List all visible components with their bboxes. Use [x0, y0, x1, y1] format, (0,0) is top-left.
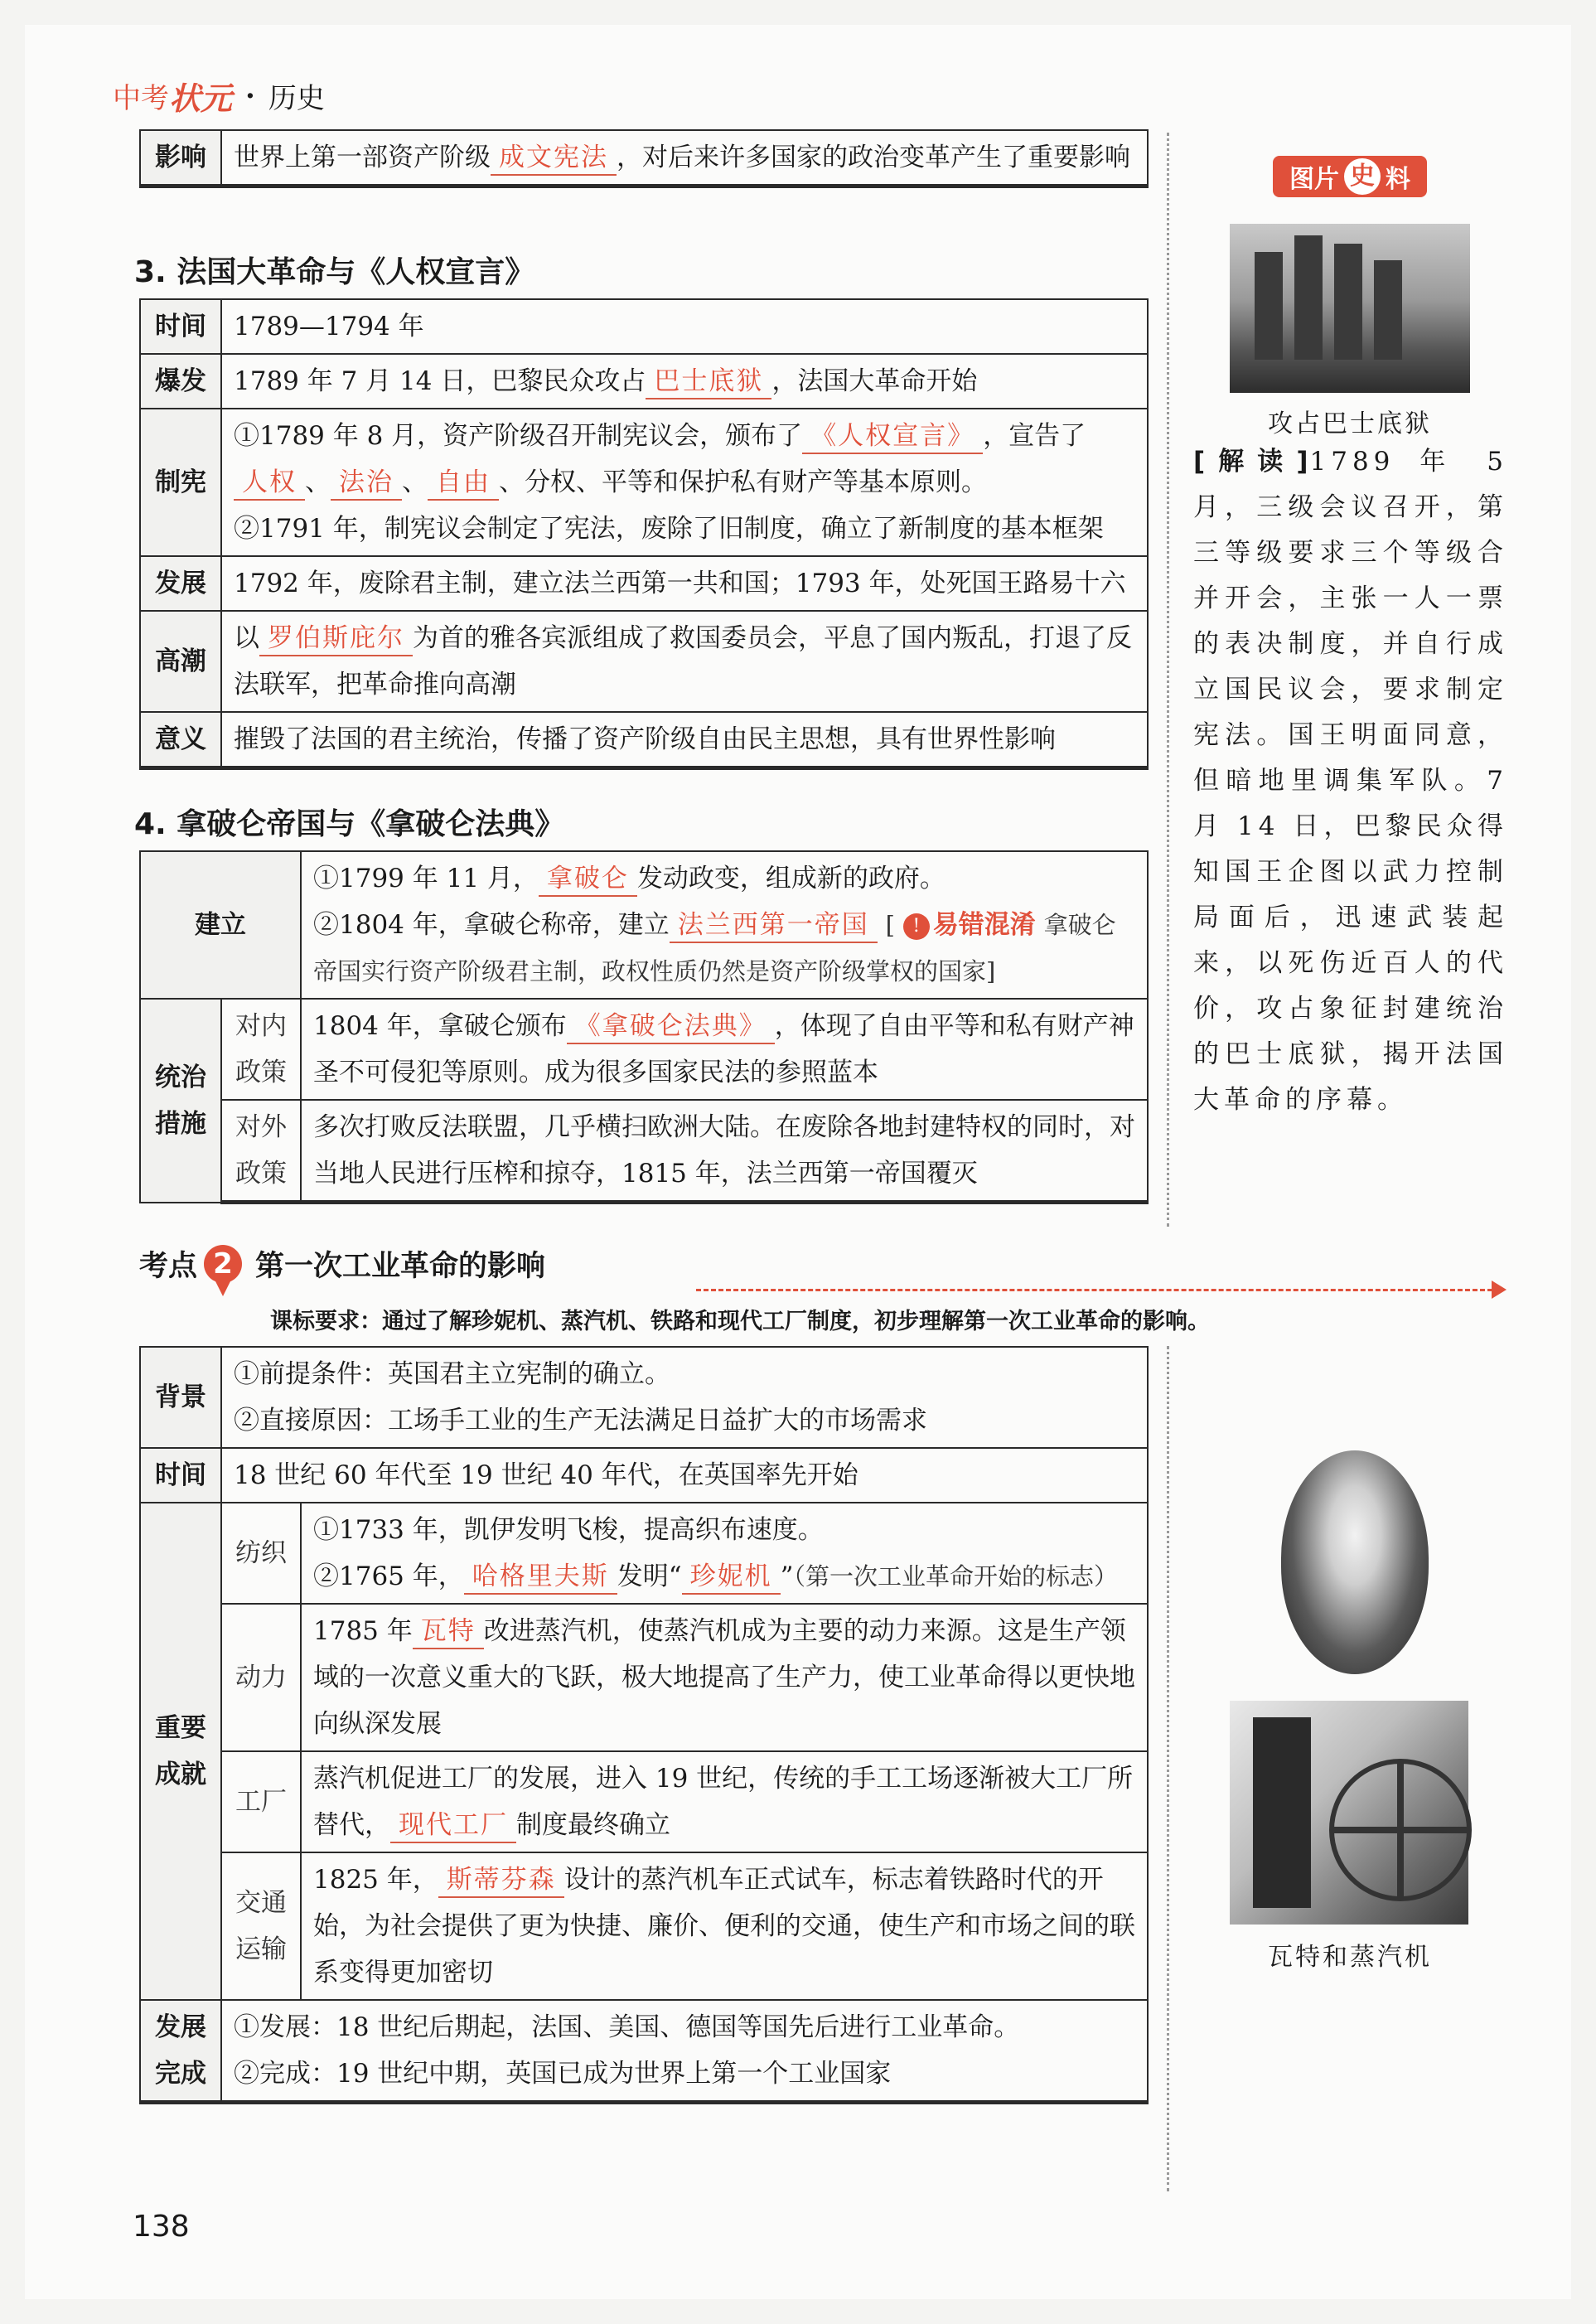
french-revolution-table: [139, 298, 1149, 770]
answer-blank: 自由: [428, 466, 499, 501]
kaodian-number: 2: [204, 1245, 242, 1283]
warning-icon: !: [903, 913, 930, 940]
picture-material-badge: 图片 史 料: [1273, 156, 1427, 197]
column-divider: [1167, 133, 1169, 1227]
table-row: 高潮 以 罗伯斯庇尔 为首的雅各宾派组成了救国委员会，平息了国内叛乱，打退了反法联军，把革命推向高潮: [140, 611, 1148, 712]
napoleon-table: [139, 850, 1149, 1204]
page-number: 138: [133, 2210, 190, 2244]
answer-blank: 斯蒂芬森: [438, 1863, 564, 1898]
header-dot: ·: [245, 79, 255, 113]
table-row: 爆发 1789 年 7 月 14 日，巴黎民众攻占 巴士底狱 ，法国大革命开始: [140, 354, 1148, 409]
industrial-table: [139, 1346, 1149, 2104]
brand-zhuangyuan: 状元: [169, 80, 233, 117]
table-row: 意义 摧毁了法国的君主统治，传播了资产阶级自由民主思想，具有世界性影响: [140, 712, 1148, 768]
answer-blank: 拿破仑: [539, 862, 637, 897]
table-row: 时间 18 世纪 60 年代至 19 世纪 40 年代，在英国率先开始: [140, 1448, 1148, 1503]
table-row: 统治措施 对内政策 1804 年，拿破仑颁布 《拿破仑法典》 ，体现了自由平等和私有财产神圣不可侵犯等原则。成为很多国家民法的参照蓝本: [140, 999, 1148, 1100]
answer-blank: 《人权宣言》: [802, 419, 983, 454]
answer-blank: 瓦特: [413, 1615, 484, 1649]
watt-portrait: [1281, 1450, 1429, 1674]
table-row: 对外政策 多次打败反法联盟，几乎横扫欧洲大陆。在废除各地封建特权的同时，对当地人民进行压榨和掠夺，1815 年，法兰西第一帝国覆灭: [140, 1100, 1148, 1203]
section-4-title: 4. 拿破仑帝国与《拿破仑法典》: [134, 807, 565, 841]
answer-blank: 珍妮机: [682, 1560, 781, 1595]
answer-blank: 现代工厂: [390, 1808, 516, 1843]
answer-blank: 人权: [234, 466, 305, 501]
answer-blank: 巴士底狱: [646, 365, 771, 399]
caption-bastille: 攻占巴士底狱: [1268, 409, 1432, 438]
impact-label: 影响: [140, 130, 221, 186]
page-header: [113, 73, 325, 119]
section-3-title: 3. 法国大革命与《人权宣言》: [134, 255, 535, 289]
table-row: 时间 1789—1794 年: [140, 299, 1148, 354]
impact-table: [139, 129, 1149, 188]
table-row: 发展 1792 年，废除君主制，建立法兰西第一共和国；1793 年，处死国王路易十六: [140, 556, 1148, 611]
answer-blank: 法治: [331, 466, 402, 501]
answer-blank: 哈格里夫斯: [464, 1560, 617, 1595]
impact-cell: 世界上第一部资产阶级 成文宪法 ，对后来许多国家的政治变革产生了重要影响: [221, 130, 1148, 186]
steam-engine-image: [1230, 1701, 1468, 1925]
table-row: 制宪 ①1789 年 8 月，资产阶级召开制宪议会，颁布了 《人权宣言》 ，宣告了 人权 、 法治 、 自由 、分权、平等和保护私有财产等基本原则。 ②1791 年，制宪议会制定了宪法，废除了旧制度，确立了新制度的基本框架: [140, 409, 1148, 556]
table-row: 建立 ①1799 年 11 月， 拿破仑 发动政变，组成新的政府。 ②1804 年，拿破仑称帝，建立 法兰西第一帝国 [ ! 易错混淆 拿破仑帝国实行资产阶级君主制，政权性质仍然是资产阶级掌权的国家]: [140, 851, 1148, 999]
caption-watt: 瓦特和蒸汽机: [1268, 1943, 1432, 1972]
answer-blank: 《拿破仑法典》: [567, 1009, 775, 1044]
arrow-right-icon: [1492, 1281, 1507, 1299]
table-row: 工厂 蒸汽机促进工厂的发展，进入 19 世纪，传统的手工工场逐渐被大工厂所替代， 现代工厂 制度最终确立: [140, 1751, 1148, 1852]
kaodian-header: 考点 2 第一次工业革命的影响: [139, 1243, 545, 1285]
table-row: 背景 ①前提条件：英国君主立宪制的确立。 ②直接原因：工场手工业的生产无法满足日益扩大的市场需求: [140, 1347, 1148, 1448]
header-subject: 历史: [268, 82, 325, 115]
column-divider: [1167, 1346, 1169, 2191]
answer-blank: 罗伯斯庇尔: [259, 622, 413, 656]
reading-note: [解读]1789 年 5 月，三级会议召开，第三等级要求三个等级合并开会，主张一人一票的表决制度，并自行成立国民议会，要求制定宪法。国王明面同意，但暗地里调集军队。7 月 14 日，巴黎民众得知国王企图以武力控制局面后，迅速武装起来，以死伤近百人的代价，攻占象征封建统治的巴士底狱，揭开法国大革命的序幕。: [1193, 447, 1508, 1115]
warn-label: 易错混淆: [932, 910, 1036, 940]
answer-blank: 法兰西第一帝国: [670, 908, 878, 943]
table-row: 动力 1785 年 瓦特 改进蒸汽机，使蒸汽机成为主要的动力来源。这是生产领域的一次意义重大的飞跃，极大地提高了生产力，使工业革命得以更快地向纵深发展: [140, 1604, 1148, 1751]
answer-blank: 成文宪法: [491, 141, 617, 176]
table-row: 重要成就 纺织 ①1733 年，凯伊发明飞梭，提高织布速度。 ②1765 年， 哈格里夫斯 发明“ 珍妮机 ”（第一次工业革命开始的标志）: [140, 1503, 1148, 1604]
dashed-divider: [696, 1289, 1500, 1291]
table-row: 发展完成 ①发展：18 世纪后期起，法国、美国、德国等国先后进行工业革命。 ②完成：19 世纪中期，英国已成为世界上第一个工业国家: [140, 2000, 1148, 2103]
table-row: 交通运输 1825 年， 斯蒂芬森 设计的蒸汽机车正式试车，标志着铁路时代的开始，为社会提供了更为快捷、廉价、便利的交通，使生产和市场之间的联系变得更加密切: [140, 1852, 1148, 2000]
bastille-image: [1230, 224, 1470, 393]
kaodian-title: 第一次工业革命的影响: [255, 1250, 546, 1283]
brand-zhongkao: 中考: [113, 82, 169, 115]
curriculum-requirement: 课标要求：通过了解珍妮机、蒸汽机、铁路和现代工厂制度，初步理解第一次工业革命的影响。: [270, 1309, 1210, 1334]
